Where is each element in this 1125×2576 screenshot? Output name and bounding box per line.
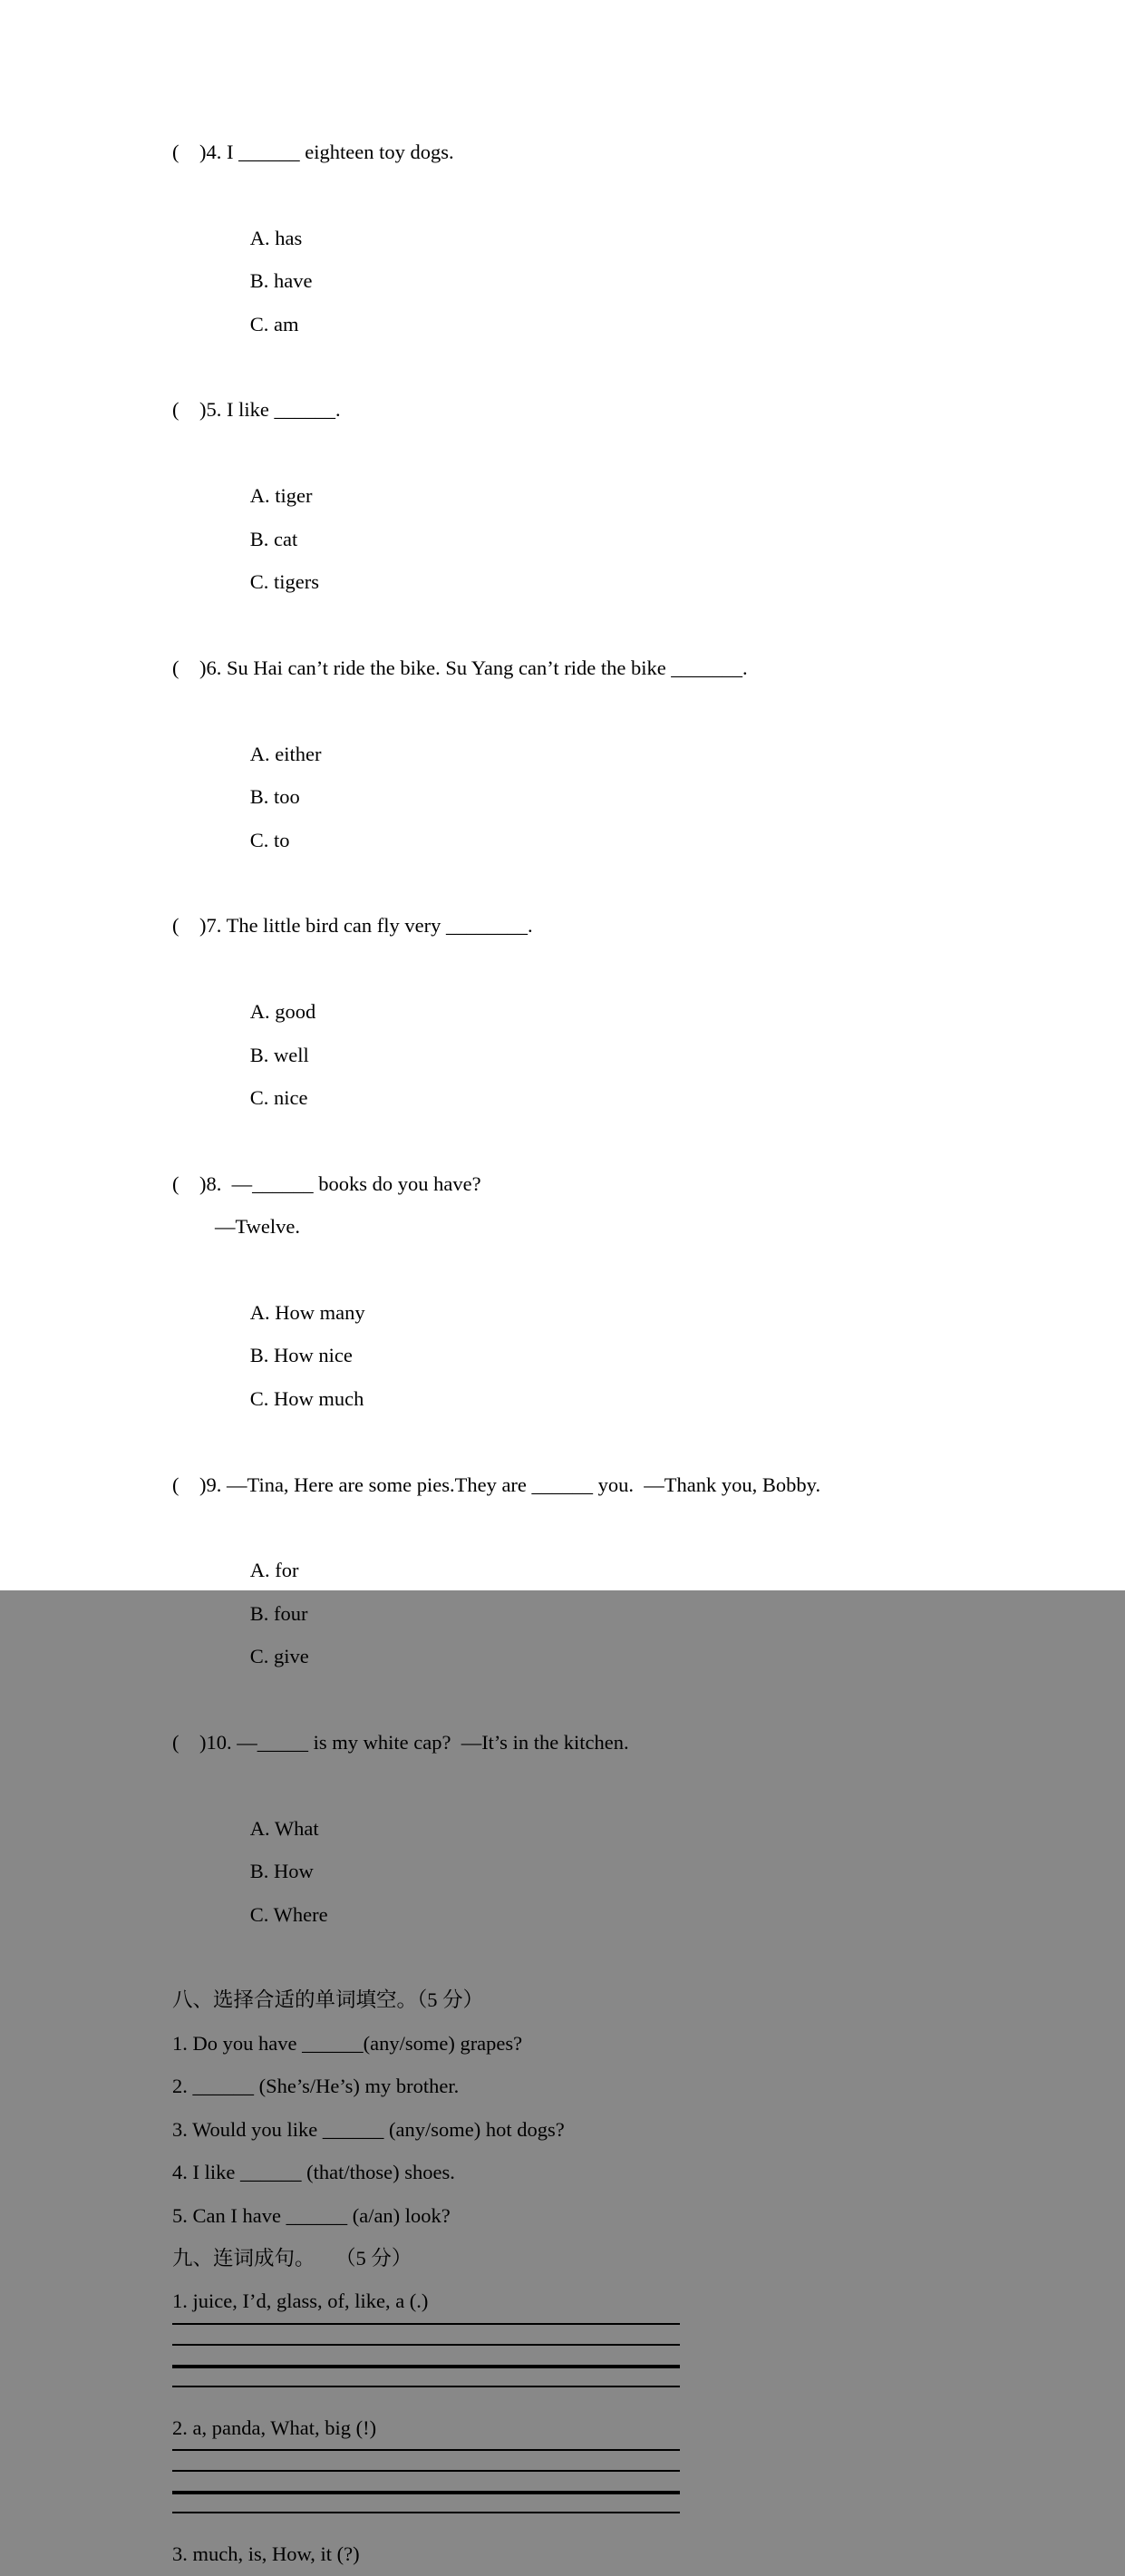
answer-line-thick <box>172 2365 680 2368</box>
mc-options-q7 <box>172 948 1043 1162</box>
mc-option-q5-a: A. tiger <box>249 484 313 508</box>
mc-option-q9-b: B. four <box>249 1601 308 1625</box>
mc-option-q4-a: A. has <box>249 226 303 249</box>
mc-option-q8-b: B. How nice <box>249 1344 353 1367</box>
mc-option-q10-c: C. Where <box>249 1902 328 1926</box>
mc-option-q6-c: C. to <box>249 828 290 851</box>
mc-option-q9-a: A. for <box>249 1559 299 1582</box>
section9-heading: 九、连词成句。 （5 分） <box>172 2246 412 2270</box>
answer-line-thick <box>172 2491 680 2494</box>
answer-line <box>172 2512 680 2513</box>
section8-item-1: 1. Do you have ______(any/some) grapes? <box>172 2031 523 2055</box>
answer-lines-group-2 <box>172 2449 680 2513</box>
mc-option-q6-a: A. either <box>249 742 322 765</box>
mc-option-q10-a: A. What <box>249 1816 319 1840</box>
mc-option-q10-b: B. How <box>249 1860 314 1883</box>
answer-line <box>172 2323 680 2325</box>
section9-prompt-1: 1. juice, I’d, glass, of, like, a (.) <box>172 2289 429 2313</box>
mc-option-q4-c: C. am <box>249 312 299 335</box>
mc-option-q6-b: B. too <box>249 785 300 809</box>
answer-line <box>172 2344 680 2346</box>
mc-stem-q10: ( )10. —_____ is my white cap? —It’s in the kitchen. <box>172 1731 629 1755</box>
answer-lines-group-1 <box>172 2323 680 2387</box>
mc-stem-q8: ( )8. —______ books do you have? <box>172 1171 481 1195</box>
mc-options-q9 <box>172 1506 1043 1721</box>
mc-options-q4 <box>172 173 1043 388</box>
section9-prompt-3: 3. much, is, How, it (?) <box>172 2542 360 2566</box>
mc-stem-q9: ( )9. —Tina, Here are some pies.They are ______ you. —Thank you, Bobby. <box>172 1473 821 1496</box>
answer-line <box>172 2470 680 2472</box>
mc-option-q4-b: B. have <box>249 269 313 293</box>
mc-stem-q4: ( )4. I ______ eighteen toy dogs. <box>172 141 454 163</box>
mc-reply-q8: —Twelve. <box>215 1215 301 1239</box>
mc-stem-q6: ( )6. Su Hai can’t ride the bike. Su Yang can’t ride the bike _______. <box>172 656 748 679</box>
mc-options-q5 <box>172 432 1043 646</box>
section8-heading: 八、选择合适的单词填空。（5 分） <box>172 1988 484 2012</box>
mc-option-q5-c: C. tigers <box>249 570 319 594</box>
section8-item-5: 5. Can I have ______ (a/an) look? <box>172 2203 451 2227</box>
mc-stem-q7: ( )7. The little bird can fly very ________. <box>172 914 533 938</box>
mc-option-q7-b: B. well <box>249 1043 309 1066</box>
mc-option-q5-b: B. cat <box>249 527 298 550</box>
mc-options-q10 <box>172 1764 1043 1978</box>
section9-prompt-2: 2. a, panda, What, big (!) <box>172 2416 377 2439</box>
mc-option-q7-c: C. nice <box>249 1085 308 1109</box>
mc-stem-q5: ( )5. I like ______. <box>172 398 341 422</box>
section8-item-4: 4. I like ______ (that/those) shoes. <box>172 2161 455 2184</box>
mc-option-q8-c: C. How much <box>249 1386 364 1410</box>
mc-option-q7-a: A. good <box>249 1000 316 1024</box>
answer-line <box>172 2449 680 2451</box>
mc-options-q8 <box>172 1249 1043 1463</box>
section8-item-3: 3. Would you like ______ (any/some) hot dogs? <box>172 2117 565 2141</box>
mc-options-q6 <box>172 689 1043 904</box>
answer-line <box>172 2386 680 2387</box>
mc-option-q9-c: C. give <box>249 1645 309 1668</box>
mc-option-q8-a: A. How many <box>249 1300 365 1324</box>
worksheet-content <box>172 131 1043 2576</box>
section8-item-2: 2. ______ (She’s/He’s) my brother. <box>172 2075 460 2098</box>
